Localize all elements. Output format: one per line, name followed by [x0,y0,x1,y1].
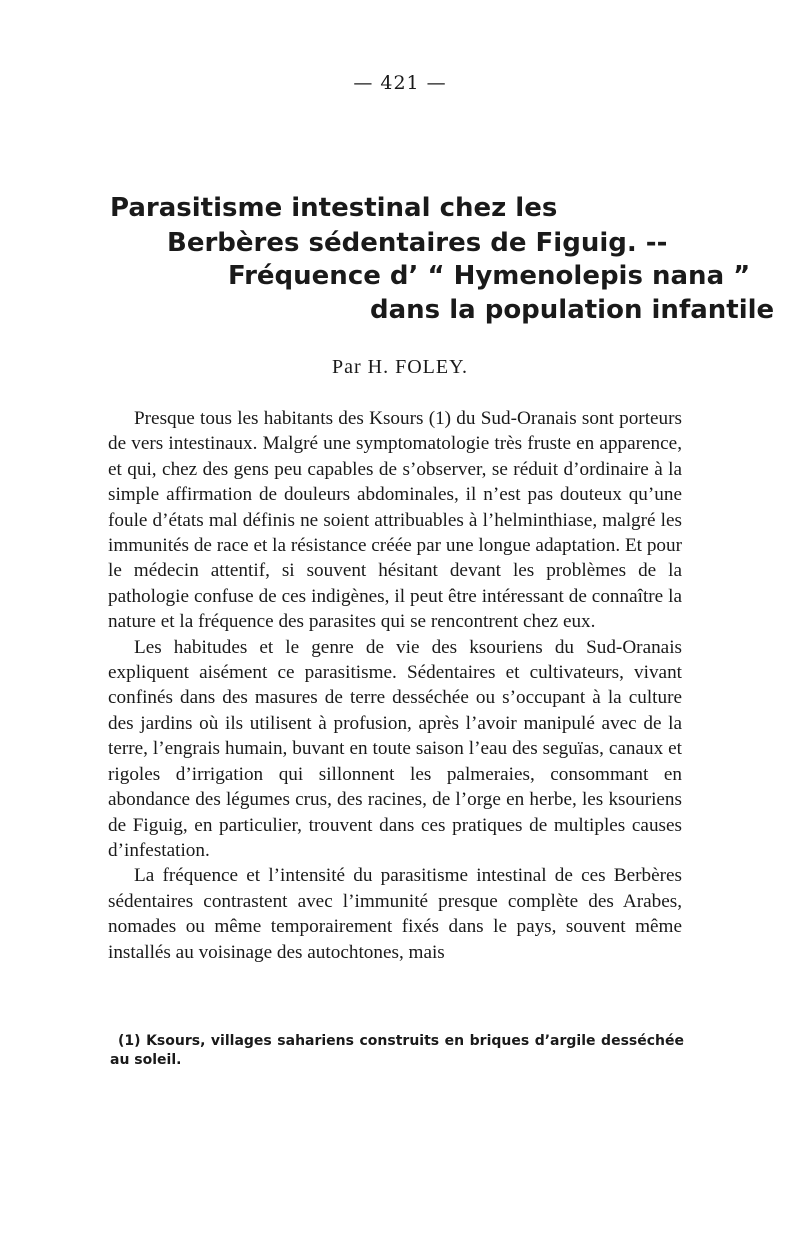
title-line-3: Fréquence d’ “ Hymenolepis nana ” [228,261,751,291]
footnote: (1) Ksours, villages sahariens construits en briques d’argile desséchée au soleil. [110,1033,684,1068]
paragraph-1: Presque tous les habitants des Ksours (1) du Sud-Oranais sont porteurs de vers intestinaux. Malgré une symptomatologie très fruste en apparence, et qui, chez des gens peu capables de s’observer, se réduit d’ordinaire à la simple affirmation de douleurs abdominales, il n’est pas douteux qu’une foule d’états mal définis ne soient attribuables à l’helminthiase, malgré les immunités de race et la résistance créée par une longue adaptation. Et pour le médecin attentif, si souvent hésitant devant les problèmes de la pathologie confuse de ces indigènes, il peut être intéressant de connaître la nature et la fréquence des parasites qui se rencontrent chez eux. [108,408,682,633]
paragraph-3: La fréquence et l’intensité du parasitisme intestinal de ces Berbères sédentaires contrastent avec l’immunité presque complète des Arabes, nomades ou même temporairement fixés dans le pays, souvent même installés au voisinage des autochtones, mais [108,865,682,963]
author-byline: Par H. FOLEY. [332,356,468,378]
article-body [108,406,682,965]
title-line-4: dans la population infantile [370,295,775,325]
page-number: — 421 — [353,72,447,94]
title-line-1: Parasitisme intestinal chez les [110,193,558,223]
title-line-2: Berbères sédentaires de Figuig. -- [167,228,668,258]
paragraph-2: Les habitudes et le genre de vie des ksouriens du Sud-Oranais expliquent aisément ce parasitisme. Sédentaires et cultivateurs, vivant confinés dans des masures de terre desséchée ou s’occupant à la culture des jardins où ils utilisent à profusion, après l’avoir manipulé avec de la terre, l’engrais humain, buvant en toute saison l’eau des seguïas, canaux et rigoles d’irrigation qui sillonnent les palmeraies, consommant en abondance des légumes crus, des racines, de l’orge en herbe, les ksouriens de Figuig, en particulier, trouvent dans ces pratiques de multiples causes d’infestation. [108,636,682,861]
